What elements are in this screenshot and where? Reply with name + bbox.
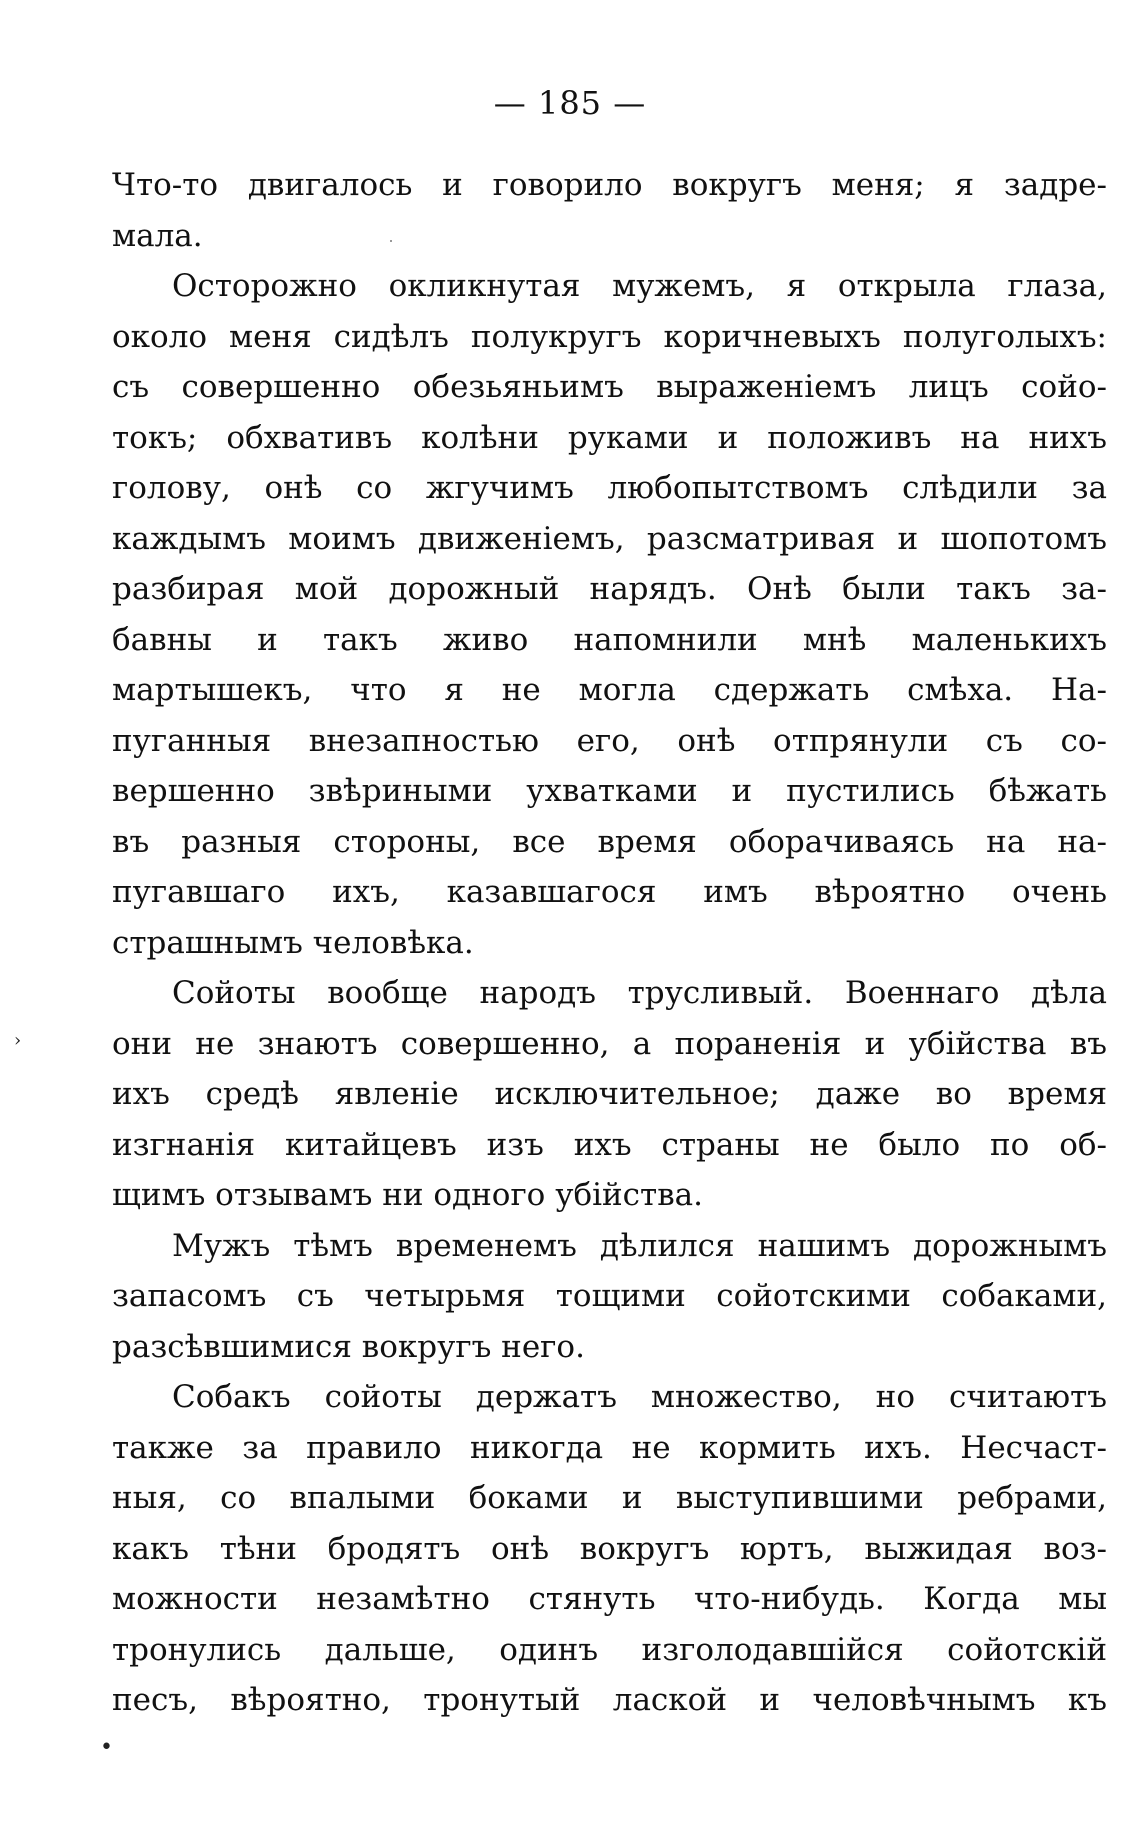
text-line: мала. [112,217,203,254]
text-line: также за правило никогда не кормить ихъ. Несчаст- [112,1429,1107,1466]
text-line: щимъ отзывамъ ни одного убійства. [112,1177,703,1213]
text-line: вершенно звѣриными ухватками и пустились бѣжать [112,773,1107,809]
text-line: въ разныя стороны, все время оборачиваясь на на- [112,823,1107,860]
text-line: пугавшаго ихъ, казавшагося имъ вѣроятно очень [112,874,1107,910]
text-line: какъ тѣни бродятъ онѣ вокругъ юртъ, выжидая воз- [112,1530,1107,1567]
text-line: бавны и такъ живо напомнили мнѣ маленькихъ [112,621,1107,658]
text-line: ихъ средѣ явленіе исключительное; даже во время [112,1076,1107,1112]
margin-mark: • [100,1735,113,1760]
text-line: голову, онѣ со жгучимъ любопытствомъ слѣдили за [112,470,1107,506]
text-line: они не знаютъ совершенно, а пораненія и убійства въ [112,1025,1107,1062]
text-line: Что-то двигалось и говорило вокругъ меня; я задре- [112,167,1107,203]
text-line: каждымъ моимъ движеніемъ, разсматривая и шопотомъ [112,520,1107,557]
text-line: мартышекъ, что я не могла сдержать смѣха. На- [112,672,1107,708]
text-line: ныя, со впалыми боками и выступившими ребрами, [112,1480,1107,1516]
page-number: — 185 — [493,84,647,122]
text-line: можности незамѣтно стянуть что-нибудь. Когда мы [112,1581,1107,1617]
text-line: Мужъ тѣмъ временемъ дѣлился нашимъ дорожнымъ [172,1227,1107,1264]
text-line: Сойоты вообще народъ трусливый. Военнаго дѣла [172,975,1107,1011]
text-line: запасомъ съ четырьмя тощими сойотскими собаками, [112,1278,1107,1314]
text-line: песъ, вѣроятно, тронутый лаской и человѣчнымъ къ [112,1682,1107,1718]
text-line: страшнымъ человѣка. [112,924,474,961]
text-line: тронулись дальше, одинъ изголодавшійся сойотскій [112,1631,1107,1668]
margin-mark: › [14,1030,22,1051]
text-line: около меня сидѣлъ полукругъ коричневыхъ полуголыхъ: [112,318,1107,355]
text-line: разбирая мой дорожный нарядъ. Онѣ были такъ за- [112,571,1107,607]
body-text [112,160,1107,1726]
text-line: съ совершенно обезьяньимъ выраженіемъ лицъ сойо- [112,369,1107,405]
text-line: изгнанія китайцевъ изъ ихъ страны не было по об- [112,1126,1107,1163]
text-line: разсѣвшимися вокругъ него. [112,1328,585,1365]
text-line: Осторожно окликнутая мужемъ, я открыла глаза, [172,268,1107,304]
text-line: токъ; обхвативъ колѣни руками и положивъ на нихъ [112,419,1107,456]
text-line: пуганныя внезапностью его, онѣ отпрянули съ со- [112,722,1107,759]
text-line: Собакъ сойоты держатъ множество, но считаютъ [172,1379,1107,1415]
